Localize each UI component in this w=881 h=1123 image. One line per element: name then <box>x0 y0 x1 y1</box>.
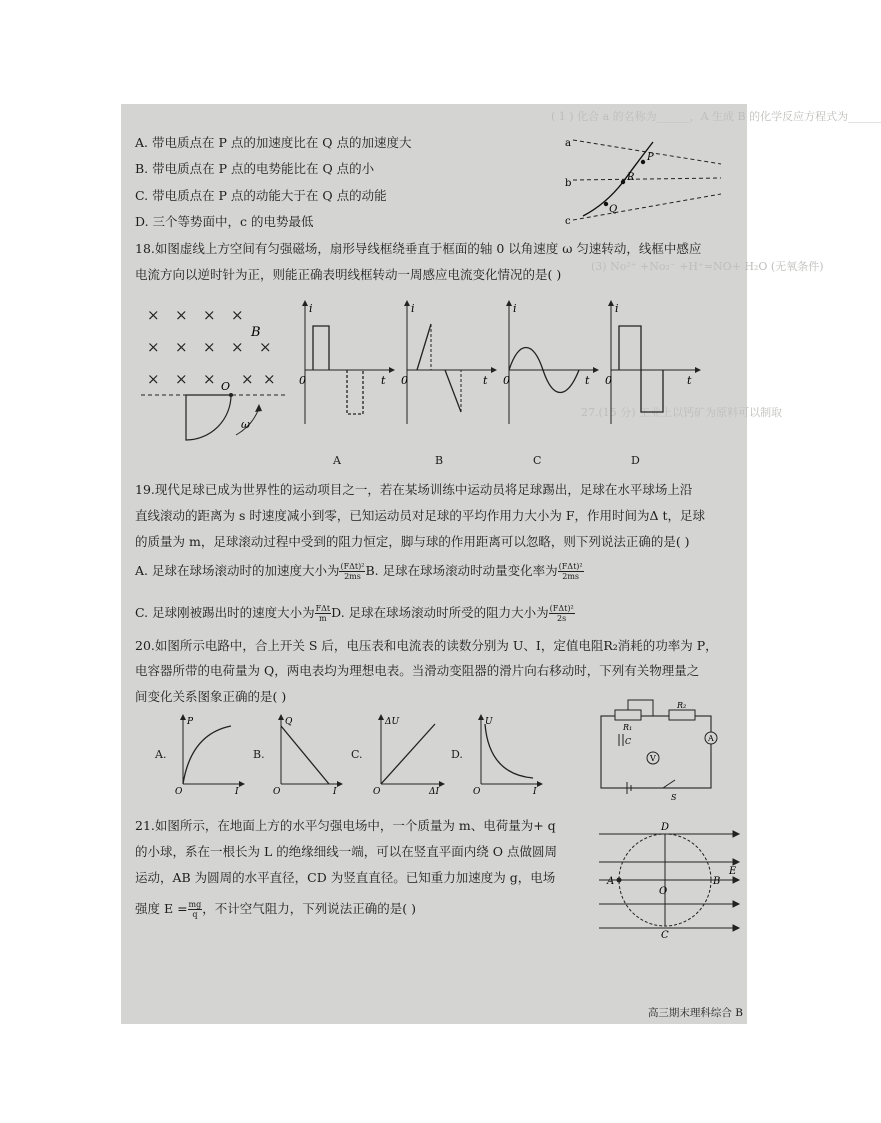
svg-text:×: × <box>263 370 276 388</box>
svg-text:i: i <box>411 302 415 315</box>
q20-option-c-label: C. <box>351 748 363 761</box>
svg-text:×: × <box>231 306 244 324</box>
svg-text:C: C <box>661 930 669 941</box>
q20-graph-b <box>271 714 343 796</box>
svg-text:O: O <box>659 886 668 897</box>
q20-graph-d <box>471 714 543 796</box>
q21-field-circle-figure <box>599 820 745 960</box>
axis-o-label: O <box>221 380 231 393</box>
q19-option-a-fraction: $\frac{\text{(FΔt)²}}{2ms}$ <box>340 562 365 581</box>
q18-graph-d <box>603 300 703 430</box>
svg-text:×: × <box>203 370 216 388</box>
q20-stem-line1: 20.如图所示电路中，合上开关 S 后，电压表和电流表的读数分别为 U、I，定值电阻R₂消耗的功率为 P， <box>135 638 718 653</box>
omega-label: ω <box>241 418 250 431</box>
label-a: a <box>565 138 571 149</box>
q20-option-b-label: B. <box>253 748 265 761</box>
svg-text:D: D <box>661 822 670 833</box>
field-b-label: B <box>251 325 261 340</box>
svg-text:×: × <box>259 338 272 356</box>
svg-text:0: 0 <box>299 374 306 387</box>
svg-text:O: O <box>175 787 183 797</box>
q20-graph-a <box>173 714 245 796</box>
svg-text:t: t <box>483 374 488 387</box>
q18-choice-b: B <box>435 454 444 467</box>
q19-option-d: D. 足球在球场滚动时所受的阻力大小为 <box>331 605 549 620</box>
q21-stem-line4: 强度 E = $\frac{mg}{q}$ ，不计空气阻力，下列说法正确的是( ) <box>135 900 416 919</box>
q19-option-c: C. 足球刚被踢出时的速度大小为 <box>135 605 315 620</box>
svg-text:i: i <box>309 302 313 315</box>
q20-option-d-label: D. <box>451 748 463 761</box>
svg-text:0: 0 <box>605 374 612 387</box>
svg-text:0: 0 <box>401 374 408 387</box>
svg-text:O: O <box>473 787 481 797</box>
q19-option-a: A. 足球在球场滚动时的加速度大小为 <box>135 563 340 578</box>
svg-text:E: E <box>729 866 737 877</box>
label-q: Q <box>609 204 618 215</box>
label-b: b <box>565 178 572 189</box>
svg-text:B: B <box>713 876 721 887</box>
svg-text:I: I <box>235 787 239 797</box>
svg-text:ΔU: ΔU <box>385 717 400 727</box>
q20-option-a-label: A. <box>155 748 167 761</box>
q17-option-c: C. 带电质点在 P 点的动能大于在 Q 点的动能 <box>135 188 387 203</box>
q18-choice-a: A <box>333 454 341 467</box>
svg-text:t: t <box>381 374 386 387</box>
q19-options-ab <box>135 562 584 581</box>
svg-text:×: × <box>175 370 188 388</box>
svg-text:C: C <box>625 737 632 746</box>
svg-text:P: P <box>187 717 194 727</box>
svg-text:U: U <box>485 717 493 727</box>
label-c: c <box>565 216 571 227</box>
q20-graph-c <box>371 714 447 796</box>
q19-stem-line1: 19.现代足球已成为世界性的运动项目之一，若在某场训练中运动员将足球踢出，足球在水平球场上沿 <box>135 482 693 497</box>
q20-stem-line2: 电容器所带的电荷量为 Q，两电表均为理想电表。当滑动变阻器的滑片向右移动时，下列有关物理量之 <box>135 663 700 678</box>
svg-text:×: × <box>147 338 160 356</box>
svg-text:i: i <box>513 302 517 315</box>
bleed-through-text: (3) No²⁺ +No₂⁻ +H⁺=NO+ H₂O (无氧条件) <box>591 260 824 273</box>
q18-graph-a <box>297 300 397 430</box>
page-footer: 高三期末理科综合 B <box>647 1007 743 1019</box>
svg-text:×: × <box>203 306 216 324</box>
svg-text:0: 0 <box>503 374 510 387</box>
q19-stem-line3: 的质量为 m，足球滚动过程中受到的阻力恒定，脚与球的作用距离可以忽略，则下列说法正确的是( ) <box>135 534 690 549</box>
q18-choice-d: D <box>631 454 640 467</box>
q18-field-figure <box>141 300 291 450</box>
svg-text:i: i <box>615 302 619 315</box>
q17-option-d: D. 三个等势面中，c 的电势最低 <box>135 214 314 229</box>
q19-stem-line2: 直线滚动的距离为 s 时速度减小到零，已知运动员对足球的平均作用力大小为 F，作用时间为Δ t，足球 <box>135 508 706 523</box>
q19-option-d-fraction: $\frac{\text{(FΔt)²}}{2s}$ <box>549 604 574 623</box>
svg-text:I: I <box>333 787 337 797</box>
svg-text:t: t <box>585 374 590 387</box>
svg-text:O: O <box>273 787 281 797</box>
q18-stem-line2: 电流方向以逆时针为正，则能正确表明线框转动一周感应电流变化情况的是( ) <box>135 267 562 282</box>
q21-stem-line1: 21.如图所示，在地面上方的水平匀强电场中，一个质量为 m、电荷量为+ q <box>135 818 556 833</box>
svg-text:S: S <box>671 793 677 802</box>
svg-text:ΔI: ΔI <box>429 787 440 797</box>
q19-options-cd <box>135 604 575 623</box>
q19-option-b: B. 足球在球场滚动时动量变化率为 <box>365 563 558 578</box>
q18-stem-line1: 18.如图虚线上方空间有匀强磁场，扇形导线框绕垂直于框面的轴 0 以角速度 ω 匀速转动，线框中感应 <box>135 241 702 256</box>
q20-circuit-diagram <box>593 694 723 804</box>
svg-text:×: × <box>147 370 160 388</box>
bleed-through-text: ( 1 ) 化合 a 的名称为______，A 生成 B 的化学反应方程式为______ <box>551 110 881 123</box>
q19-option-b-fraction: $\frac{\text{(FΔt)²}}{2ms}$ <box>558 562 583 581</box>
svg-text:A: A <box>607 876 615 887</box>
svg-text:V: V <box>650 754 656 763</box>
label-p: P <box>647 152 654 163</box>
svg-text:Q: Q <box>285 717 293 727</box>
svg-text:R₂: R₂ <box>677 701 687 710</box>
q18-graph-b <box>399 300 499 430</box>
svg-text:R₁: R₁ <box>623 723 633 732</box>
svg-text:O: O <box>373 787 381 797</box>
bleed-through-text: 27.(15 分) 工业上以钙矿为原料可以制取 <box>581 406 783 419</box>
q21-e-fraction: $\frac{mg}{q}$ <box>188 900 202 919</box>
q21-stem-line3: 运动，AB 为圆周的水平直径，CD 为竖直直径。已知重力加速度为 g，电场 <box>135 870 556 885</box>
svg-text:×: × <box>147 306 160 324</box>
svg-text:×: × <box>231 338 244 356</box>
q17-option-b: B. 带电质点在 P 点的电势能比在 Q 点的小 <box>135 161 375 176</box>
q17-option-a: A. 带电质点在 P 点的加速度比在 Q 点的加速度大 <box>135 135 412 150</box>
q18-graph-c <box>501 300 601 430</box>
label-r: R <box>627 172 635 183</box>
svg-text:×: × <box>175 306 188 324</box>
exam-sheet <box>121 104 881 1024</box>
q21-stem-line2: 的小球，系在一根长为 L 的绝缘细线一端，可以在竖直平面内绕 O 点做圆周 <box>135 844 557 859</box>
svg-text:A: A <box>708 734 714 743</box>
svg-text:×: × <box>175 338 188 356</box>
svg-text:×: × <box>203 338 216 356</box>
svg-text:×: × <box>241 370 254 388</box>
q17-equipotential-figure <box>561 124 731 234</box>
svg-text:I: I <box>533 787 537 797</box>
svg-text:t: t <box>687 374 692 387</box>
q20-stem-line3: 间变化关系图象正确的是( ) <box>135 689 287 704</box>
q18-choice-c: C <box>533 454 542 467</box>
q19-option-c-fraction: $\frac{\text{FΔt}}{m}$ <box>315 604 331 623</box>
